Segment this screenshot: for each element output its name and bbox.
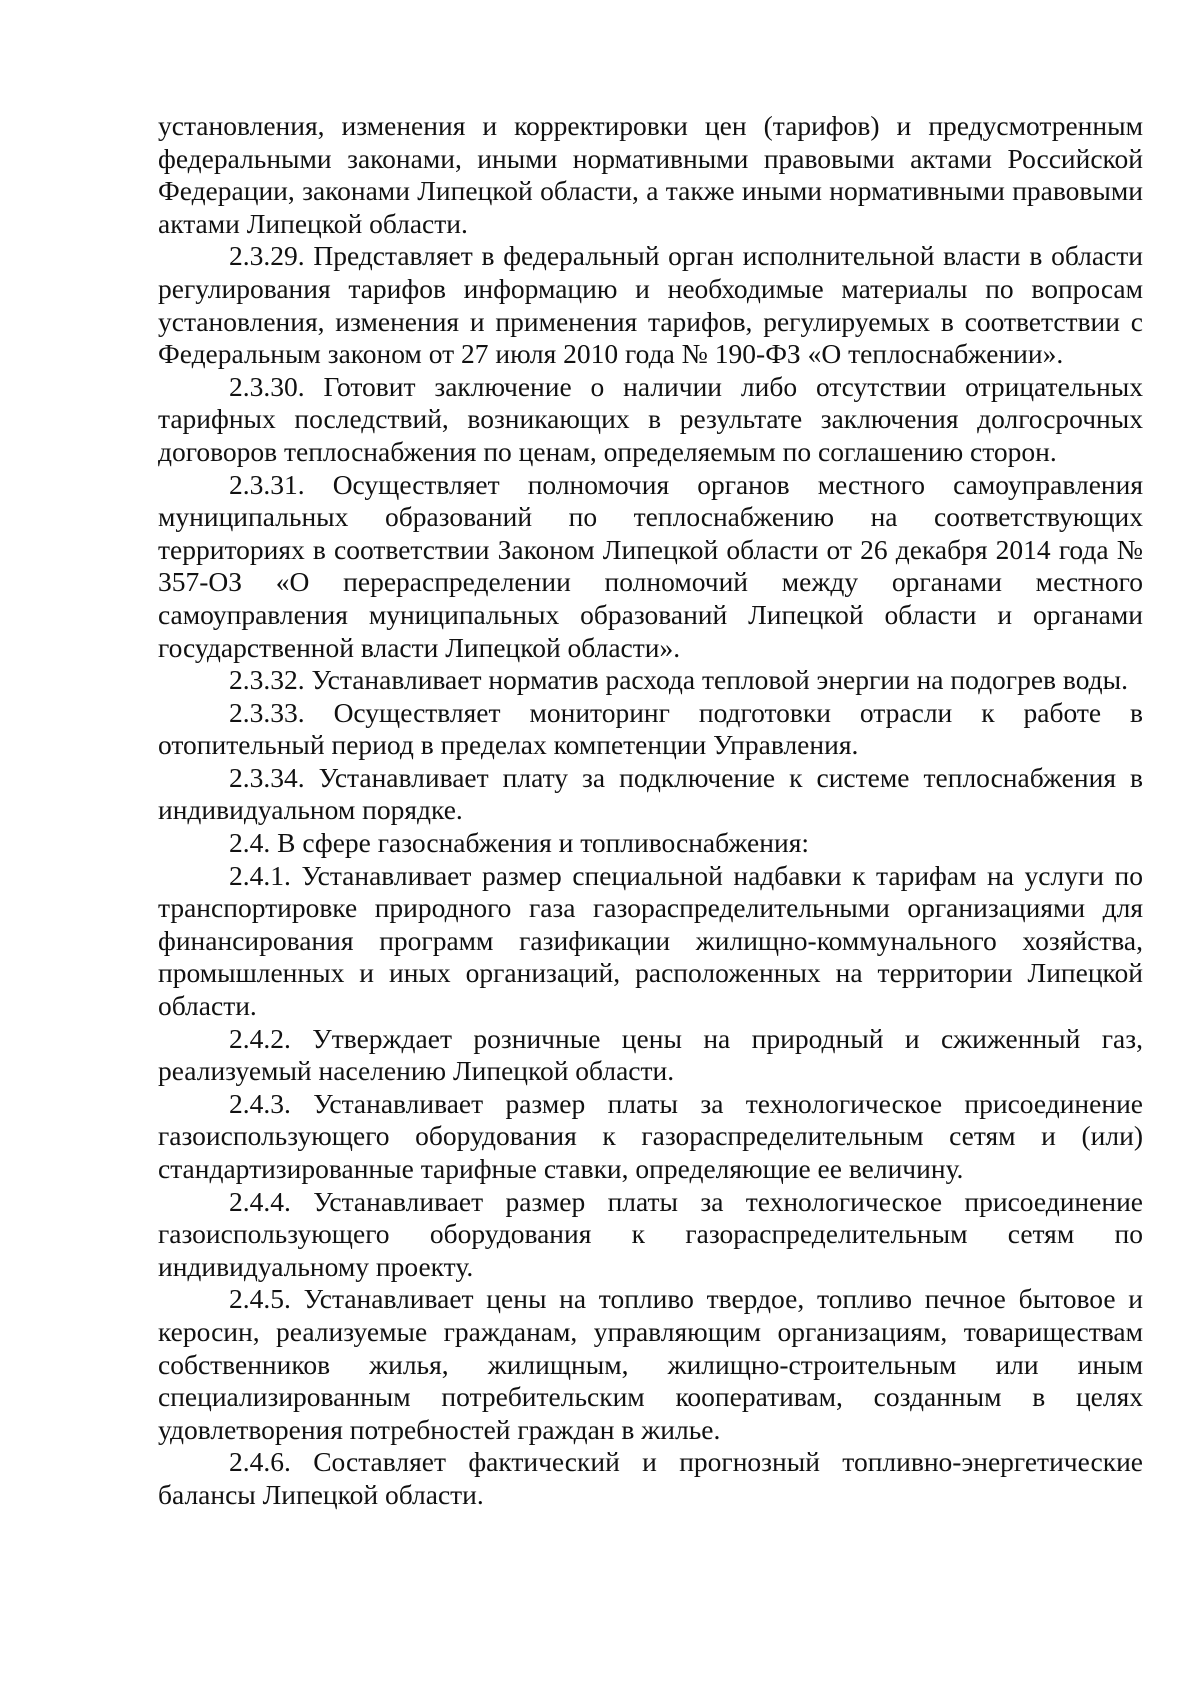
paragraph-2-4-4: 2.4.4. Устанавливает размер платы за технологическое присоединение газоиспользующего оборудования к газораспределительным сетям по индивидуальному проекту.: [158, 1185, 1143, 1282]
paragraph-continuation: установления, изменения и корректировки цен (тарифов) и предусмотренным федеральными законами, иными нормативными правовыми актами Российской Федерации, законами Липецкой области, а также иными нормативными правовыми актами Липецкой области.: [158, 110, 1143, 239]
paragraph-2-3-30: 2.3.30. Готовит заключение о наличии либо отсутствии отрицательных тарифных последствий, возникающих в результате заключения долгосрочных договоров теплоснабжения по ценам, определяемым по соглашению сторон.: [158, 370, 1143, 467]
paragraph-2-3-31: 2.3.31. Осуществляет полномочия органов местного самоуправления муниципальных образований по теплоснабжению на соответствующих территориях в соответствии Законом Липецкой области от 26 декабря 2014 года № 357-ОЗ «О перераспределении полномочий между органами местного самоуправления муниципальных образований Липецкой области и органами государственной власти Липецкой области».: [158, 468, 1143, 663]
paragraph-2-3-32: 2.3.32. Устанавливает норматив расхода тепловой энергии на подогрев воды.: [229, 664, 1129, 696]
section-heading-2-4: 2.4. В сфере газоснабжения и топливоснабжения:: [229, 827, 809, 859]
paragraph-2-3-33: 2.3.33. Осуществляет мониторинг подготовки отрасли к работе в отопительный период в пределах компетенции Управления.: [158, 696, 1143, 761]
paragraph-2-4-1: 2.4.1. Устанавливает размер специальной надбавки к тарифам на услуги по транспортировке природного газа газораспределительными организациями для финансирования программ газификации жилищно-коммунального хозяйства, промышленных и иных организаций, расположенных на территории Липецкой области.: [158, 859, 1143, 1022]
paragraph-2-4-6: 2.4.6. Составляет фактический и прогнозный топливно-энергетические балансы Липецкой области.: [158, 1446, 1143, 1510]
paragraph-2-3-34: 2.3.34. Устанавливает плату за подключение к системе теплоснабжения в индивидуальном порядке.: [158, 761, 1143, 826]
document-body: [158, 110, 1143, 1512]
paragraph-2-4-3: 2.4.3. Устанавливает размер платы за технологическое присоединение газоиспользующего оборудования к газораспределительным сетям и (или) стандартизированные тарифные ставки, определяющие ее величину.: [158, 1087, 1143, 1184]
paragraph-2-4-5: 2.4.5. Устанавливает цены на топливо твердое, топливо печное бытовое и керосин, реализуемые гражданам, управляющим организациям, товариществам собственников жилья, жилищным, жилищно-строительным или иным специализированным потребительским кооперативам, созданным в целях удовлетворения потребностей граждан в жилье.: [158, 1283, 1143, 1445]
paragraph-2-4-2: 2.4.2. Утверждает розничные цены на природный и сжиженный газ, реализуемый населению Липецкой области.: [158, 1022, 1143, 1087]
paragraph-2-3-29: 2.3.29. Представляет в федеральный орган исполнительной власти в области регулирования тарифов информацию и необходимые материалы по вопросам установления, изменения и применения тарифов, регулируемых в соответствии с Федеральным законом от 27 июля 2010 года № 190-ФЗ «О теплоснабжении».: [158, 240, 1143, 370]
